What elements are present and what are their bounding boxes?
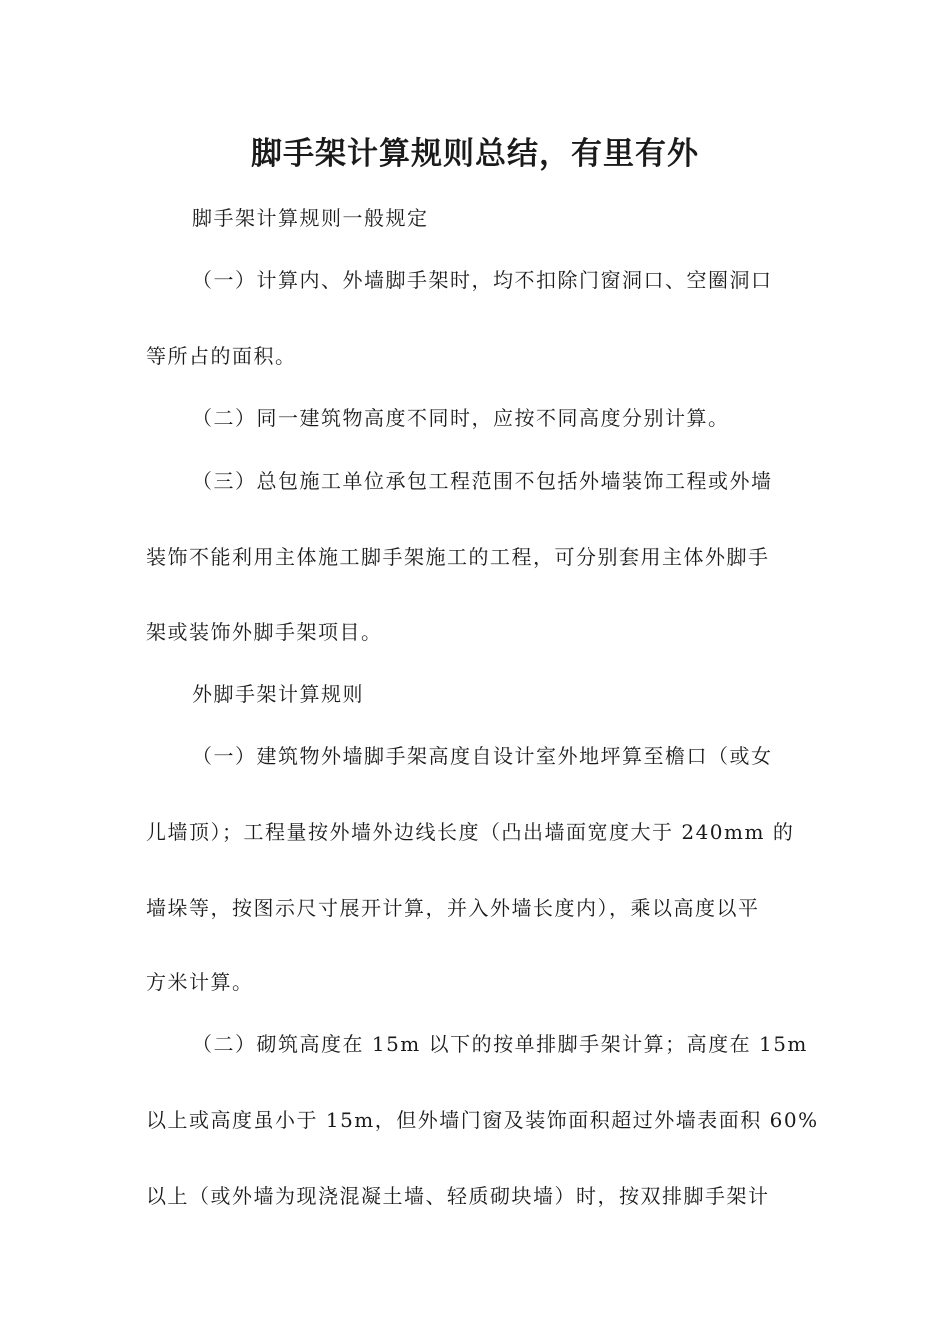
paragraph-line: （一）建筑物外墙脚手架高度自设计室外地坪算至檐口（或女 xyxy=(192,744,773,768)
document-title: 脚手架计算规则总结，有里有外 xyxy=(251,136,699,172)
paragraph-line: （二）砌筑高度在 15m 以下的按单排脚手架计算；高度在 15m xyxy=(192,1032,808,1056)
paragraph-line: 方米计算。 xyxy=(146,970,254,994)
section-heading-external: 外脚手架计算规则 xyxy=(192,682,364,706)
paragraph-line: （三）总包施工单位承包工程范围不包括外墙装饰工程或外墙 xyxy=(192,469,773,493)
paragraph-line: 等所占的面积。 xyxy=(146,344,297,368)
paragraph-line: 装饰不能利用主体施工脚手架施工的工程，可分别套用主体外脚手 xyxy=(146,545,770,569)
section-heading-general: 脚手架计算规则一般规定 xyxy=(192,206,429,230)
paragraph-line: （一）计算内、外墙脚手架时，均不扣除门窗洞口、空圈洞口 xyxy=(192,268,773,292)
paragraph-line: （二）同一建筑物高度不同时，应按不同高度分别计算。 xyxy=(192,406,730,430)
paragraph-line: 以上或高度虽小于 15m，但外墙门窗及装饰面积超过外墙表面积 60% xyxy=(146,1108,819,1132)
paragraph-line: 墙垛等，按图示尺寸展开计算，并入外墙长度内），乘以高度以平 xyxy=(146,896,760,920)
paragraph-line: 以上（或外墙为现浇混凝土墙、轻质砌块墙）时，按双排脚手架计 xyxy=(146,1184,770,1208)
paragraph-line: 儿墙顶）；工程量按外墙外边线长度（凸出墙面宽度大于 240mm 的 xyxy=(146,820,795,844)
paragraph-line: 架或装饰外脚手架项目。 xyxy=(146,620,383,644)
